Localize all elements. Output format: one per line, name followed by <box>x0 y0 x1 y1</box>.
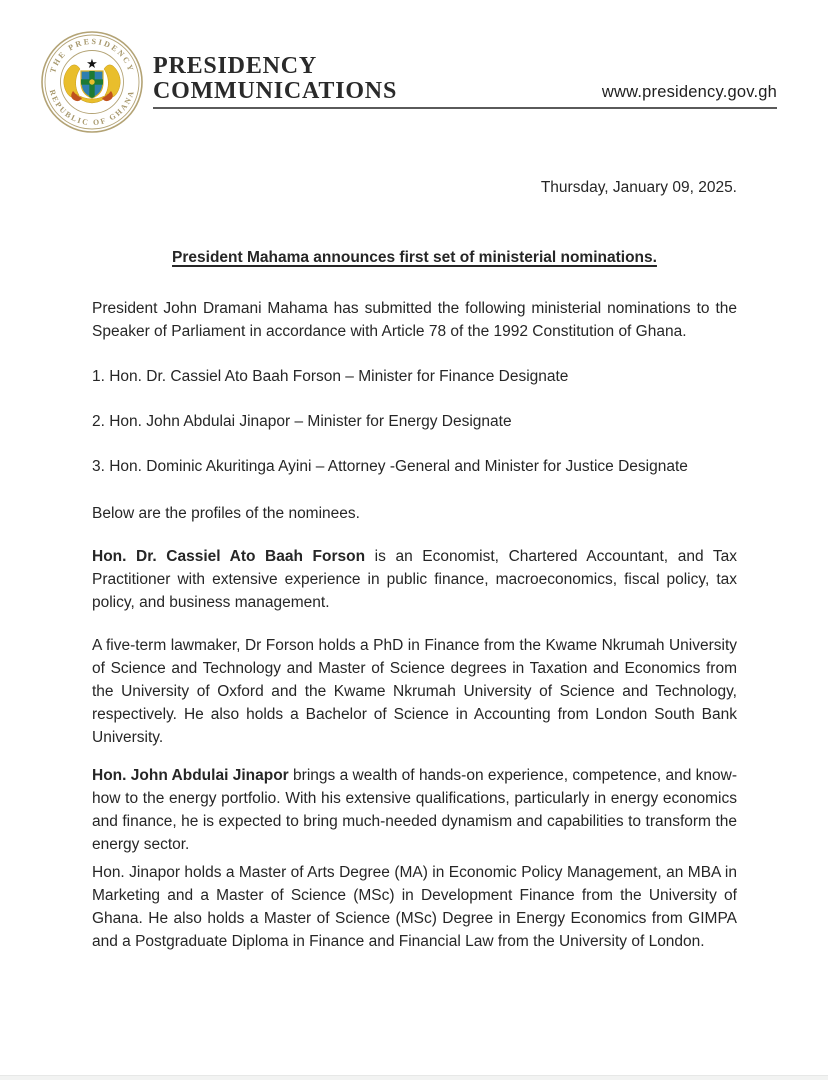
black-star-icon: ★ <box>86 56 98 71</box>
document-date: Thursday, January 09, 2025. <box>540 179 737 196</box>
page-bottom-edge <box>0 1075 828 1080</box>
profile-forson-name: Hon. Dr. Cassiel Ato Baah Forson <box>92 548 366 565</box>
seal-top-text: THE PRESIDENCY <box>48 36 136 74</box>
letterhead-right <box>153 30 777 109</box>
profile-jinapor-paragraph-1 <box>92 764 737 856</box>
nomination-item-3: 3. Hon. Dominic Akuritinga Ayini – Attorney -General and Minister for Justice Designate <box>92 458 688 475</box>
nomination-item-1: 1. Hon. Dr. Cassiel Ato Baah Forson – Minister for Finance Designate <box>92 368 569 385</box>
org-title-line2: COMMUNICATIONS <box>153 78 398 105</box>
intro-paragraph: President John Dramani Mahama has submitted the following ministerial nominations to the Speaker of Parliament in accordance with Article 78 of the 1992 Constitution of Ghana. <box>92 300 737 340</box>
profile-jinapor-text-1: brings a wealth of hands-on experience, competence, and know-how to the energy portfolio. With his extensive qualifications, particularly in energy economics and finance, he is expected to bring much-needed dynamism and capabilities to transform the energy sector. <box>92 767 737 853</box>
profile-forson-paragraph-1 <box>92 545 737 614</box>
org-title <box>153 54 397 104</box>
org-title-line1: PRESIDENCY <box>153 53 318 79</box>
presidency-seal-logo <box>40 30 144 134</box>
profile-jinapor-text-2: Hon. Jinapor holds a Master of Arts Degree (MA) in Economic Policy Management, an MBA in Marketing and a Master of Science (MSc) in Development Finance from the University of Ghana. He also holds a Master of Science (MSc) Degree in Energy Economics from GIMPA and a Postgraduate Diploma in Finance and Financial Law from the University of London. <box>92 864 737 950</box>
nomination-item-2: 2. Hon. John Abdulai Jinapor – Minister for Energy Designate <box>92 413 512 430</box>
header-divider <box>153 107 777 109</box>
profile-forson-text-1: is an Economist, Chartered Accountant, and Tax Practitioner with extensive experience in public finance, macroeconomics, fiscal policy, tax policy, and business management. <box>92 548 737 611</box>
profile-jinapor-name: Hon. John Abdulai Jinapor <box>92 767 289 784</box>
profile-jinapor-paragraph-2 <box>92 861 737 953</box>
website-url: www.presidency.gov.gh <box>601 83 777 102</box>
profile-forson-text-2: A five-term lawmaker, Dr Forson holds a PhD in Finance from the Kwame Nkrumah University of Science and Technology and Master of Science degrees in Taxation and Economics from the University of Oxford and the Kwame Nkrumah University of Science and Technology, respectively. He also holds a Bachelor of Science in Accounting from London South Bank University. <box>92 637 737 746</box>
seal-bottom-text: REPUBLIC OF GHANA <box>47 88 137 128</box>
profiles-intro: Below are the profiles of the nominees. <box>92 505 360 522</box>
ghana-presidency-seal-icon <box>40 30 144 134</box>
document-body <box>92 176 737 953</box>
letterhead <box>0 0 828 134</box>
profile-forson-paragraph-2 <box>92 634 737 749</box>
document-title: President Mahama announces first set of ministerial nominations. <box>172 249 657 266</box>
